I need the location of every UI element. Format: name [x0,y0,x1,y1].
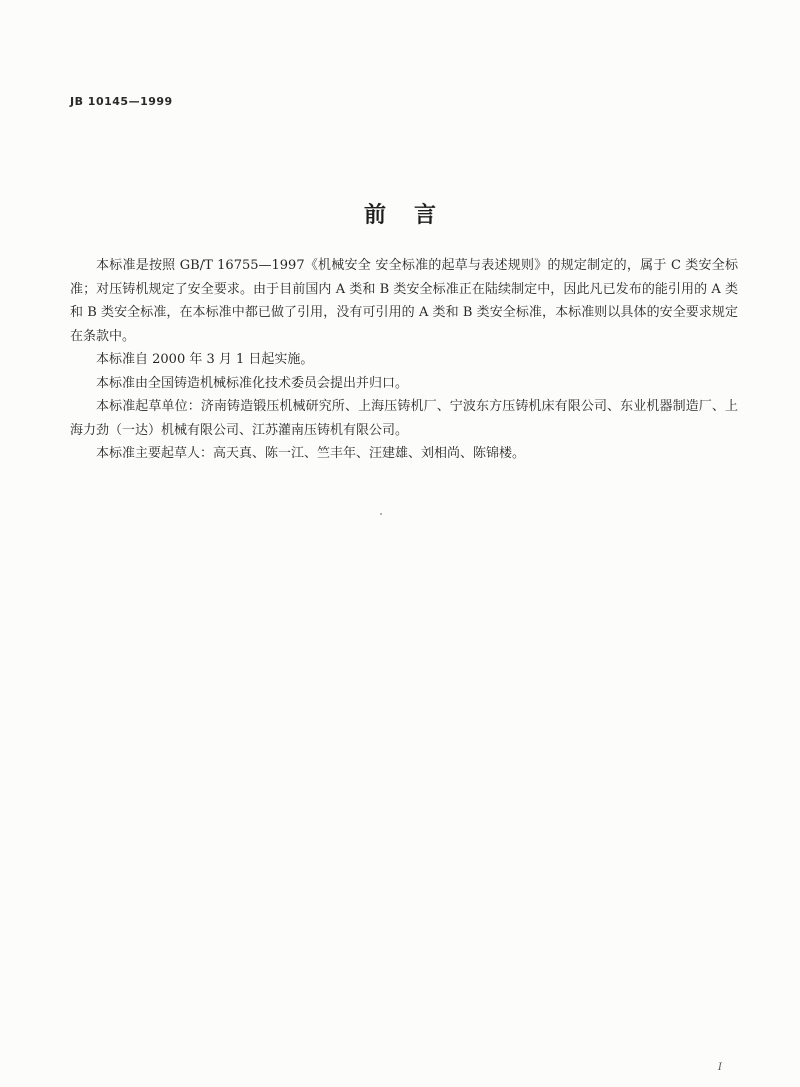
scan-speck [380,513,382,515]
page-number: I [718,1062,722,1073]
section-title: 前言 [363,203,464,228]
paragraph-effective-date: 本标准自 2000 年 3 月 1 日起实施。 [96,352,314,367]
paragraph-proposer: 本标准由全国铸造机械标准化技术委员会提出并归口。 [96,375,409,391]
paragraph-drafting-units: 本标准起草单位：济南铸造锻压机械研究所、上海压铸机厂、宁波东方压铸机床有限公司、东业机器制造厂、上海力劲（一达）机械有限公司、江苏灌南压铸机有限公司。 [70,399,738,438]
document-code: JB 10145—1999 [70,95,173,108]
paragraph-drafters: 本标准主要起草人：高天真、陈一江、竺丰年、汪建雄、刘相尚、陈锦楼。 [96,446,526,461]
paragraph-scope: 本标准是按照 GB/T 16755—1997《机械安全 安全标准的起草与表述规则》的规定制定的，属于 C 类安全标准；对压铸机规定了安全要求。由于目前国内 A 类和 B 类安全标准正在陆续制定中，因此凡已发布的能引用的 A 类和 B 类安全标准，在本标准中都已做了引用，没有可引用的 A 类和 B 类安全标准，本标准则以具体的安全要求规定在条款中。 [70,258,738,344]
preface-body [70,254,738,466]
